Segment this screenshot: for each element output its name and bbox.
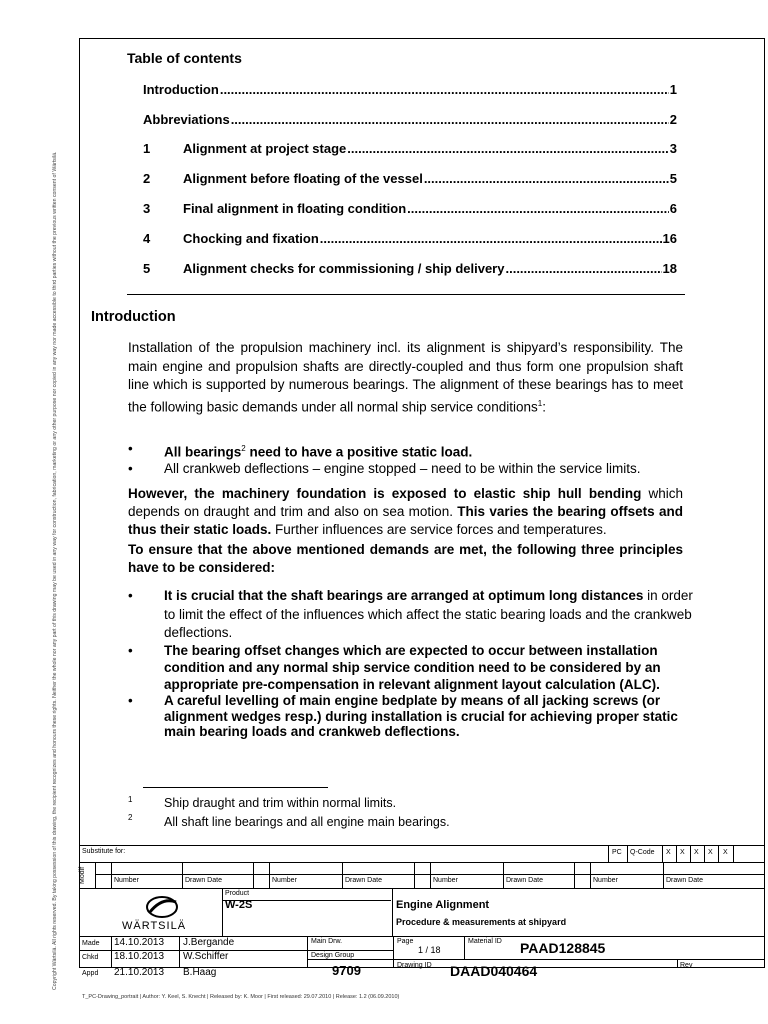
design-group-value: 9709	[332, 963, 361, 978]
tb-line	[111, 936, 112, 968]
drawing-id-label: Drawing ID	[397, 962, 432, 969]
tb-line	[95, 862, 96, 888]
toc-leader	[347, 141, 669, 156]
footnote-mark-1: 1	[128, 795, 133, 804]
toc-entry-number: 5	[143, 261, 151, 276]
tb-line	[79, 936, 765, 937]
tb-line	[392, 888, 393, 936]
toc-entry-page: 18	[662, 261, 677, 276]
toc-entry-page: 16	[662, 231, 677, 246]
toc-leader	[424, 171, 669, 186]
bullet-text-plain: in order to limit the effect of the influences which affect the static bearing loads and the crankweb deflections.	[164, 588, 693, 640]
made-by: J.Bergande	[183, 937, 235, 948]
appd-by: B.Haag	[183, 967, 217, 978]
bullet-mark: •	[128, 588, 133, 603]
tb-line	[414, 862, 415, 888]
toc-entry-number: 3	[143, 201, 151, 216]
tb-line	[79, 888, 765, 889]
tb-line	[718, 845, 719, 862]
toc-entry-abbreviations[interactable]	[143, 112, 677, 127]
tb-line	[676, 845, 677, 862]
drawing-id-value: DAAD040464	[450, 963, 538, 979]
qcode-label: Q-Code	[630, 849, 655, 856]
qcode-x: X	[680, 849, 685, 856]
toc-entry-page: 2	[669, 112, 677, 127]
tb-line	[677, 959, 678, 968]
page-label: Page	[397, 938, 414, 945]
tb-line	[182, 862, 183, 888]
pc-label: PC	[612, 849, 622, 856]
toc-divider	[127, 294, 685, 295]
toc-entry-2[interactable]	[143, 171, 677, 186]
toc-entry-label: Final alignment in floating condition	[183, 201, 407, 216]
bullet-text: A careful levelling of main engine bedplate by means of all jacking screws (or alignment wedges resp.) during installation is crucial for achieving proper static main bearing loads and crankweb deflections.	[164, 693, 678, 739]
tb-line	[307, 936, 308, 968]
bullet-mark: •	[128, 441, 133, 456]
tb-line	[733, 845, 734, 862]
intro-p1-text: Installation of the propulsion machinery incl. its alignment is shipyard’s responsibility. The main engine and propulsion shafts are directly-coupled and thus form one propulsion shaft line which is supported by numerous bearings. The alignment of these bearings has to meet the following basic demands under all normal ship service conditions	[128, 340, 683, 414]
footnote-ref-2[interactable]: 2	[241, 444, 246, 453]
toc-leader	[320, 231, 662, 246]
footnote-ref-1[interactable]: 1	[537, 398, 543, 408]
toc-entry-5[interactable]	[143, 261, 677, 276]
bullet-mark: •	[128, 461, 133, 476]
toc-entry-label: Alignment before floating of the vessel	[183, 171, 423, 186]
p2-bold-1: However, the machinery foundation is exposed to elastic ship hull bending	[128, 486, 642, 501]
drawn-date-label: Drawn Date	[506, 877, 543, 884]
drawn-date-label: Drawn Date	[345, 877, 382, 884]
intro-paragraph-3: To ensure that the above mentioned demands are met, the following three principles have to be considered:	[128, 542, 683, 575]
tb-line	[662, 845, 663, 862]
chkd-label: Chkd	[82, 954, 99, 961]
toc-entry-label: Alignment checks for commissioning / ship delivery	[183, 261, 505, 276]
side-copyright-notice: Copyright Wärtsilä. All rights reserved. By taking possession of this drawing, the recipient recognizes and honours these rights. Neither the whole nor any part of this drawing may be used in any way for construction, fabrication, marketing or any other purpose nor copied in any way nor made accessible to third parties without the previous written consent of Wärtsilä.	[52, 151, 58, 990]
toc-entry-page: 1	[669, 82, 677, 97]
main-drw-label: Main Drw.	[311, 938, 343, 945]
tb-line	[111, 862, 112, 888]
wartsila-logo-icon	[138, 893, 188, 921]
drawing-title: Engine Alignment	[396, 899, 490, 911]
product-label: Product	[225, 890, 250, 897]
rev-label: Rev	[680, 962, 693, 969]
tb-line	[574, 862, 575, 888]
appd-label: Appd	[82, 970, 99, 977]
tb-line	[590, 862, 591, 888]
p2-plain-1: which depends on draught and trim and also on sea motion.	[128, 486, 683, 519]
number-label: Number	[272, 877, 297, 884]
tb-line	[503, 862, 504, 888]
qcode-x: X	[666, 849, 671, 856]
appd-date: 21.10.2013	[114, 967, 165, 978]
footnote-mark-2: 2	[128, 813, 133, 822]
toc-entry-number: 2	[143, 171, 151, 186]
tb-line	[222, 888, 223, 936]
toc-entry-label: Introduction	[143, 82, 219, 97]
toc-entry-page: 5	[669, 171, 677, 186]
tb-line	[269, 862, 270, 888]
toc-entry-number: 4	[143, 231, 151, 246]
template-footer: T_PC-Drawing_portrait | Author: Y. Keel, S. Knecht | Released by: K. Moor | First released: 29.07.2010 | Release: 1.2 (06.09.2010)	[82, 994, 400, 1000]
toc-entry-3[interactable]	[143, 201, 677, 216]
bullet-mark: •	[128, 693, 133, 708]
tb-line	[663, 862, 664, 888]
toc-leader	[231, 112, 669, 127]
footnote-text-1: Ship draught and trim within normal limits.	[164, 796, 397, 810]
tb-line	[342, 862, 343, 888]
tb-line	[608, 845, 609, 862]
material-id-value: PAAD128845	[520, 940, 606, 956]
made-date: 14.10.2013	[114, 937, 165, 948]
number-label: Number	[433, 877, 458, 884]
bullet-text-bold: It is crucial that the shaft bearings are arranged at optimum long distances	[164, 588, 644, 603]
bullet-text-a: All bearings	[164, 444, 242, 460]
toc-entry-page: 3	[669, 141, 677, 156]
qcode-x: X	[694, 849, 699, 856]
made-label: Made	[82, 940, 100, 947]
wartsila-logo-text: WÄRTSILÄ	[122, 920, 187, 932]
tb-line	[627, 845, 628, 862]
tb-line	[464, 936, 465, 959]
product-value: W-2S	[225, 899, 253, 911]
page-value: 1 / 18	[418, 945, 441, 955]
number-label: Number	[114, 877, 139, 884]
p2-plain-2: Further influences are service forces and temperatures.	[271, 522, 607, 537]
tb-line	[179, 936, 180, 968]
material-id-label: Material ID	[468, 938, 502, 945]
intro-paragraph-1	[128, 339, 683, 417]
toc-entry-label: Abbreviations	[143, 112, 230, 127]
toc-entry-4[interactable]	[143, 231, 677, 246]
bullet-text: All crankweb deflections – engine stopped – need to be within the service limits.	[164, 461, 641, 476]
bullet-text-b: need to have a positive static load.	[245, 444, 473, 460]
design-group-label: Design Group	[311, 952, 355, 959]
substitute-for-label: Substitute for:	[82, 848, 126, 855]
p2-bold-2: This varies the bearing offsets and thus their static loads.	[128, 504, 683, 537]
toc-leader	[407, 201, 669, 216]
bullet-mark: •	[128, 643, 133, 658]
toc-title: Table of contents	[127, 50, 242, 66]
intro-p1-end: :	[542, 399, 546, 414]
intro-paragraph-2	[128, 485, 683, 539]
section-heading-introduction: Introduction	[91, 309, 176, 325]
qcode-x: X	[723, 849, 728, 856]
toc-entry-page: 6	[669, 201, 677, 216]
toc-leader	[505, 261, 661, 276]
number-label: Number	[593, 877, 618, 884]
footnote-text-2: All shaft line bearings and all engine main bearings.	[164, 815, 450, 829]
chkd-by: W.Schiffer	[183, 951, 229, 962]
bullet-text: The bearing offset changes which are expected to occur between installation condition and any normal ship service condition need to be considered by an appropriate pre-compensation in relevant alignment layout calculation (ALC).	[164, 643, 661, 692]
drawn-date-label: Drawn Date	[666, 877, 703, 884]
tb-line	[430, 862, 431, 888]
chkd-date: 18.10.2013	[114, 951, 165, 962]
toc-entry-label: Chocking and fixation	[183, 231, 319, 246]
drawn-date-label: Drawn Date	[185, 877, 222, 884]
tb-line	[307, 959, 765, 960]
qcode-x: X	[708, 849, 713, 856]
toc-entry-label: Alignment at project stage	[183, 141, 347, 156]
modif-label: Modif	[79, 866, 86, 884]
toc-leader	[220, 82, 669, 97]
drawing-subtitle: Procedure & measurements at shipyard	[396, 917, 567, 927]
footnote-separator	[143, 787, 328, 788]
tb-line	[690, 845, 691, 862]
tb-line	[704, 845, 705, 862]
toc-entry-number: 1	[143, 141, 151, 156]
tb-line	[253, 862, 254, 888]
tb-line	[393, 936, 394, 968]
toc-entry-introduction[interactable]	[143, 82, 677, 97]
toc-entry-1[interactable]	[143, 141, 677, 156]
